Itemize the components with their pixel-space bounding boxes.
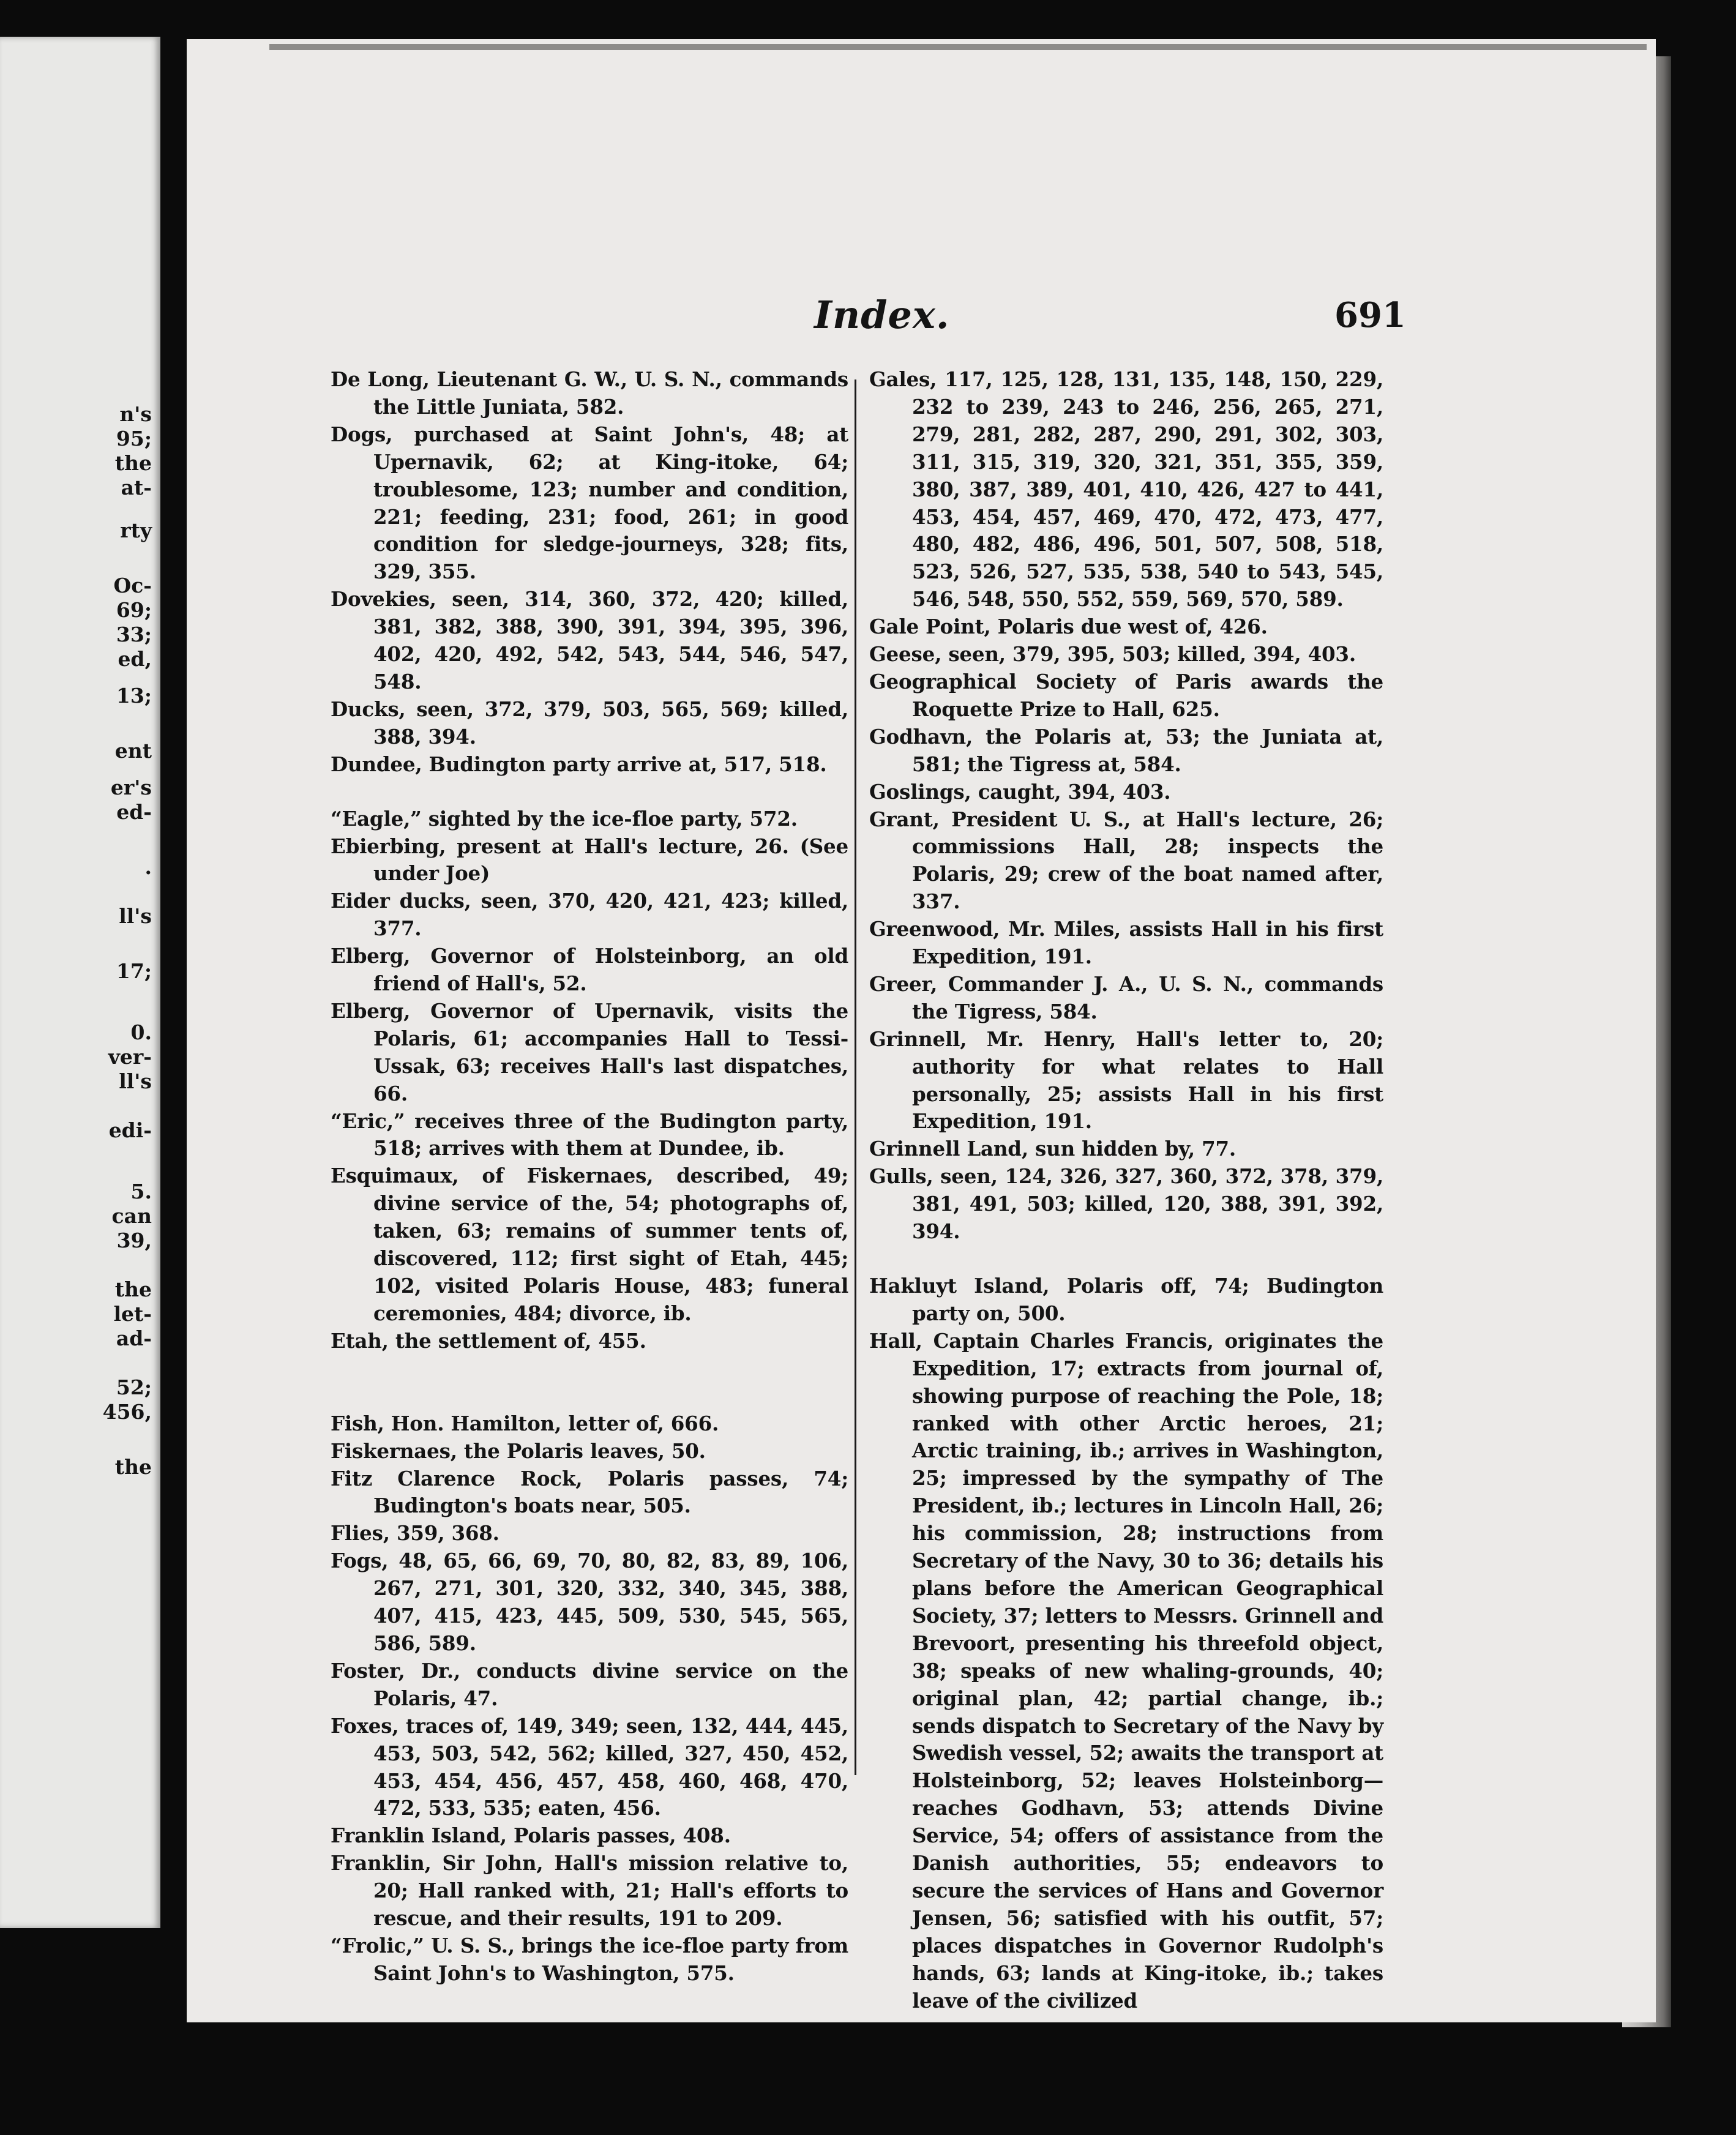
index-entry: Fitz Clarence Rock, Polaris passes, 74; Budington's boats near, 505. [331, 1466, 848, 1518]
facing-page-line-fragment: 69; [116, 598, 152, 622]
index-column-left [331, 366, 848, 1987]
index-entry: Dundee, Budington party arrive at, 517, 518. [331, 752, 827, 776]
index-entry: Grinnell, Mr. Henry, Hall's letter to, 20; authority for what relates to Hall personally, 25; assists Hall in his first Expedition, 191. [869, 1026, 1383, 1134]
facing-page-line-fragment: at- [121, 476, 152, 499]
index-entry: Foster, Dr., conducts divine service on the Polaris, 47. [331, 1658, 848, 1710]
facing-page-line-fragment: 39, [116, 1228, 152, 1252]
index-entry: “Eagle,” sighted by the ice-floe party, 572. [331, 806, 798, 831]
facing-page-line-fragment: 33; [116, 623, 152, 646]
column-divider [855, 380, 856, 1775]
index-entry: Geese, seen, 379, 395, 503; killed, 394, 403. [869, 642, 1356, 667]
index-entry: Fogs, 48, 65, 66, 69, 70, 80, 82, 83, 89, 106, 267, 271, 301, 320, 332, 340, 345, 388, 407, 415, 423, 445, 509, 530, 545, 565, 586, 589. [331, 1549, 848, 1655]
index-entry: Fiskernaes, the Polaris leaves, 50. [331, 1438, 706, 1463]
facing-page-line-fragment: 456, [102, 1400, 152, 1424]
index-entry: Gales, 117, 125, 128, 131, 135, 148, 150, 229, 232 to 239, 243 to 246, 256, 265, 271, 279, 281, 282, 287, 290, 291, 302, 303, 311, 315, 319, 320, 321, 351, 355, 359, 380, 387, 389, 401, 410, 426, 427 to 441, 453, 454, 457, 469, 470, 472, 473, 477, 480, 482, 486, 496, 501, 507, 508, 518, 523, 526, 527, 535, 538, 540 to 543, 545, 546, 548, 550, 552, 559, 569, 570, 589. [869, 367, 1383, 611]
index-entry: Franklin Island, Polaris passes, 408. [331, 1823, 731, 1848]
index-entry: Elberg, Governor of Holsteinborg, an old friend of Hall's, 52. [331, 944, 848, 996]
section-gap [869, 1246, 1383, 1273]
page-number: 691 [1334, 295, 1406, 335]
index-entry: Hall, Captain Charles Francis, originates the Expedition, 17; extracts from journal of, showing purpose of reaching the Pole, 18; ranked with other Arctic heroes, 21; Arctic training, ib.; arrives in Washington, 25; impressed by the sympathy of The President, ib.; lectures in Lincoln Hall, 26; his commission, 28; instructions from Secretary of the Navy, 30 to 36; details his plans before the American Geographical Society, 37; letters to Messrs. Grinnell and Brevoort, presenting his threefold object, 38; speaks of new whaling-grounds, 40; original plan, 42; partial change, ib.; sends dispatch to Secretary of the Navy by Swedish vessel, 52; awaits the transport at Holsteinborg, 52; leaves Holsteinborg—reaches Godhavn, 53; attends Divine Service, 54; offers of assistance from the Danish authorities, 55; endeavors to secure the services of Hans and Governor Jensen, 56; satisfied with his outfit, 57; places dispatches in Governor Rudolph's hands, 63; lands at King-itoke, ib.; takes leave of the civilized [869, 1328, 1383, 2013]
index-entry: Foxes, traces of, 149, 349; seen, 132, 444, 445, 453, 503, 542, 562; killed, 327, 450, 452, 453, 454, 456, 457, 458, 460, 468, 470, 472, 533, 535; eaten, 456. [331, 1713, 848, 1820]
section-gap [331, 1355, 848, 1410]
index-entry: Dovekies, seen, 314, 360, 372, 420; killed, 381, 382, 388, 390, 391, 394, 395, 396, 402, 420, 492, 542, 543, 544, 546, 547, 548. [331, 587, 848, 694]
facing-page-line-fragment: er's [110, 776, 152, 799]
index-entry: Eider ducks, seen, 370, 420, 421, 423; killed, 377. [331, 889, 848, 941]
facing-page-line-fragment: ent [114, 739, 152, 763]
index-entry: Flies, 359, 368. [331, 1521, 499, 1546]
index-entry: Goslings, caught, 394, 403. [869, 779, 1171, 804]
facing-page-line-fragment: can [111, 1204, 152, 1228]
facing-page-line-fragment: ed, [118, 647, 152, 671]
facing-page-line-fragment: 5. [130, 1180, 152, 1203]
facing-page-line-fragment: let- [113, 1302, 152, 1326]
facing-page-line-fragment: 0. [130, 1020, 152, 1044]
facing-page-line-fragment: . [144, 855, 152, 879]
index-entry: “Frolic,” U. S. S., brings the ice-floe party from Saint John's to Washington, 575. [331, 1933, 848, 1985]
index-entry: Franklin, Sir John, Hall's mission relative to, 20; Hall ranked with, 21; Hall's efforts to rescue, and their results, 191 to 209. [331, 1851, 848, 1931]
index-entry: Esquimaux, of Fiskernaes, described, 49; divine service of the, 54; photographs of, taken, 63; remains of summer tents of, discovered, 112; first sight of Etah, 445; 102, visited Polaris House, 483; funeral ceremonies, 484; divorce, ib. [331, 1164, 848, 1325]
index-entry: Dogs, purchased at Saint John's, 48; at Upernavik, 62; at King-itoke, 64; troublesome, 123; number and condition, 221; feeding, 231; food, 261; in good condition for sledge-journeys, 328; fits, 329, 355. [331, 422, 848, 584]
facing-page-fragment [0, 37, 160, 1928]
facing-page-line-fragment: ll's [119, 904, 152, 928]
index-entry: Grant, President U. S., at Hall's lecture, 26; commissions Hall, 28; inspects the Polaris, 29; crew of the boat named after, 337. [869, 807, 1383, 914]
index-entry: Fish, Hon. Hamilton, letter of, 666. [331, 1411, 719, 1435]
index-column-right [869, 366, 1383, 2014]
section-gap [331, 779, 848, 806]
facing-page-line-fragment: 17; [116, 959, 152, 983]
index-entry: Gulls, seen, 124, 326, 327, 360, 372, 378, 379, 381, 491, 503; killed, 120, 388, 391, 392, 394. [869, 1164, 1383, 1244]
running-header-title: Index. [814, 293, 950, 337]
facing-page-line-fragment: edi- [108, 1118, 152, 1142]
index-entry: Greenwood, Mr. Miles, assists Hall in his first Expedition, 191. [869, 917, 1383, 969]
facing-page-line-fragment: rty [120, 518, 152, 542]
index-entry: Ebierbing, present at Hall's lecture, 26. (See under Joe) [331, 834, 848, 886]
index-entry: Hakluyt Island, Polaris off, 74; Budington party on, 500. [869, 1274, 1383, 1325]
facing-page-line-fragment: the [114, 451, 152, 475]
facing-page-line-fragment: Oc- [113, 574, 152, 597]
facing-page-line-fragment: ll's [119, 1069, 152, 1093]
index-entry: De Long, Lieutenant G. W., U. S. N., commands the Little Juniata, 582. [331, 367, 848, 419]
index-entry: Grinnell Land, sun hidden by, 77. [869, 1137, 1237, 1161]
facing-page-line-fragment: ad- [116, 1326, 152, 1350]
index-entry: Gale Point, Polaris due west of, 426. [869, 615, 1268, 639]
facing-page-line-fragment: 13; [116, 684, 152, 708]
facing-page-line-fragment: ver- [108, 1045, 152, 1069]
index-entry: Godhavn, the Polaris at, 53; the Juniata at, 581; the Tigress at, 584. [869, 724, 1383, 776]
index-entry: Ducks, seen, 372, 379, 503, 565, 569; killed, 388, 394. [331, 697, 848, 749]
top-rule [269, 44, 1647, 50]
index-entry: “Eric,” receives three of the Budington party, 518; arrives with them at Dundee, ib. [331, 1109, 848, 1161]
index-entry: Geographical Society of Paris awards the Roquette Prize to Hall, 625. [869, 669, 1383, 721]
facing-page-line-fragment: the [114, 1455, 152, 1479]
index-entry: Elberg, Governor of Upernavik, visits the Polaris, 61; accompanies Hall to Tessi-Ussak, 63; receives Hall's last dispatches, 66. [331, 998, 848, 1105]
facing-page-line-fragment: 52; [116, 1375, 152, 1399]
facing-page-line-fragment: the [114, 1277, 152, 1301]
facing-page-line-fragment: 95; [116, 427, 152, 451]
index-entry: Etah, the settlement of, 455. [331, 1328, 646, 1353]
index-entry: Greer, Commander J. A., U. S. N., commands the Tigress, 584. [869, 971, 1383, 1023]
facing-page-line-fragment: n's [119, 402, 152, 426]
facing-page-line-fragment: ed- [116, 800, 152, 824]
